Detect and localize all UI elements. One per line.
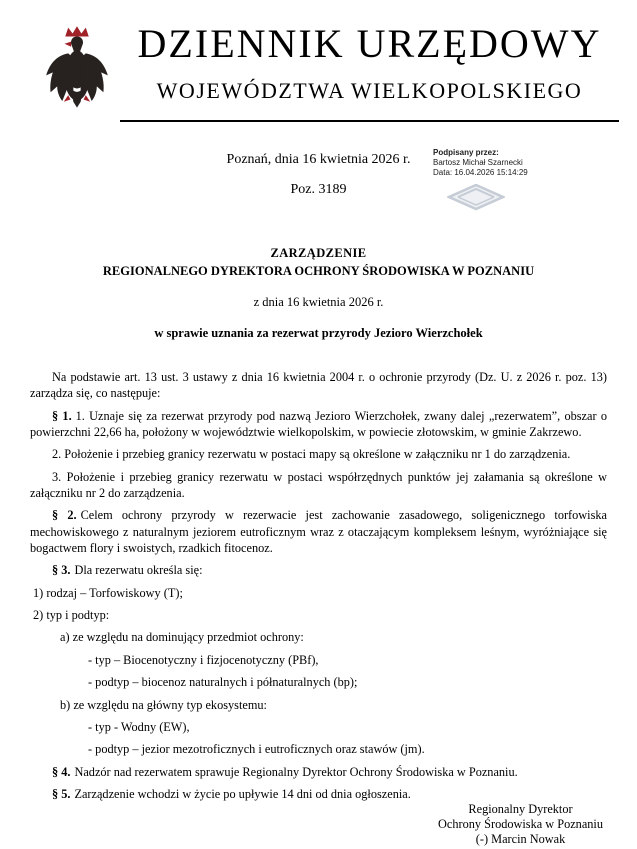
act-heading: [0, 246, 637, 341]
act-body: [0, 341, 637, 802]
masthead-divider: [120, 120, 619, 122]
journal-title: DZIENNIK URZĘDOWY: [137, 21, 602, 66]
masthead-titles: [120, 10, 619, 122]
list-item-rodzaj: [30, 585, 607, 601]
section-marker: § 2.: [52, 508, 77, 523]
paragraph-text: Na podstawie art. 13 ust. 3 ustawy z dnia 16 kwietnia 2004 r. o ochronie przyrody (Dz. U. z 2026 r. poz. 13) zarządza się, co następuje:: [30, 370, 607, 401]
journal-subtitle: WOJEWÓDZTWA WIELKOPOLSKIEGO: [156, 78, 583, 103]
signatory-title-line2: Ochrony Środowiska w Poznaniu: [438, 817, 603, 831]
paragraph-s3: [30, 562, 607, 578]
meta-row: [0, 148, 637, 218]
list-item-typ-podtyp: [30, 607, 607, 623]
polish-eagle-emblem-icon: [44, 10, 110, 126]
list-item-a-typ: [30, 652, 607, 668]
position-number: Poz. 3189: [290, 182, 347, 197]
paragraph-text: a) ze względu na dominujący przedmiot ochrony:: [60, 630, 304, 645]
paragraph-text: Nadzór nad rezerwatem sprawuje Regionalny Dyrektor Ochrony Środowiska w Poznaniu.: [74, 764, 518, 779]
place-date: Poznań, dnia 16 kwietnia 2026 r.: [226, 152, 411, 167]
paragraph-text: 2. Położenie i przebieg granicy rezerwatu w postaci mapy są określone w załączniku nr 1 do zarządzenia.: [52, 447, 571, 462]
list-item-b-typ: [30, 719, 607, 735]
seal-icon: [447, 184, 505, 211]
paragraph-text: - podtyp – jezior mezotroficznych i eutroficznych oraz stawów (jm).: [88, 742, 425, 757]
list-item-a: [30, 629, 607, 645]
act-date: z dnia 16 kwietnia 2026 r.: [253, 295, 384, 309]
signatory-name: (-) Marcin Nowak: [475, 832, 566, 846]
stamp-signer-name: Bartosz Michał Szarnecki: [433, 158, 523, 167]
section-marker: § 5.: [52, 786, 71, 801]
paragraph-text: Celem ochrony przyrody w rezerwacie jest zachowanie zasadowego, soligenicznego torfowiska mechowiskowego z naturalnym jeziorem eutroficznym wraz z otaczającym kompleksem leśnym, wyróżniające się bogactwem flory i swoistych, rzadkich fitocenoz.: [30, 508, 607, 556]
act-type: ZARZĄDZENIE: [270, 246, 367, 260]
journal-masthead: [0, 0, 637, 126]
list-item-b: [30, 697, 607, 713]
paragraph-s4: [30, 764, 607, 780]
paragraph-text: - podtyp – biocenoz naturalnych i półnaturalnych (bp);: [88, 675, 358, 690]
paragraph-s1: [30, 408, 607, 441]
paragraph-text: 1. Uznaje się za rezerwat przyrody pod nazwą Jezioro Wierzchołek, zwany dalej „rezerwatem”, obszar o powierzchni 22,66 ha, położony w województwie wielkopolskim, w powiecie złotowskim, w gminie Zakrzewo.: [30, 408, 607, 440]
paragraph-text: 3. Położenie i przebieg granicy rezerwatu w postaci współrzędnych punktów jej załamania są określone w załączniku nr 2 do zarządzenia.: [30, 469, 607, 501]
digital-signature-stamp: [433, 148, 563, 214]
paragraph-s2: [30, 507, 607, 556]
section-marker: § 3.: [52, 563, 71, 578]
signature-block: [438, 802, 603, 847]
section-marker: § 1.: [52, 408, 72, 423]
act-issuer: REGIONALNEGO DYREKTORA OCHRONY ŚRODOWISKA W POZNANIU: [102, 264, 535, 278]
list-item-b-podtyp: [30, 741, 607, 757]
paragraph-text: 1) rodzaj – Torfowiskowy (T);: [33, 585, 183, 600]
section-marker: § 4.: [52, 764, 71, 779]
act-subject: w sprawie uznania za rezerwat przyrody Jezioro Wierzchołek: [154, 326, 483, 340]
signatory-title-line1: Regionalny Dyrektor: [468, 802, 573, 816]
paragraph-text: - typ – Biocenotyczny i fizjocenotyczny (PBf),: [88, 652, 319, 667]
paragraph-text: - typ - Wodny (EW),: [88, 719, 190, 734]
signed-by-label: Podpisany przez:: [433, 148, 499, 157]
paragraph-text: Zarządzenie wchodzi w życie po upływie 14 dni od dnia ogłoszenia.: [74, 786, 411, 801]
preamble-paragraph: [30, 369, 607, 402]
paragraph-s1-ust3: [30, 469, 607, 502]
paragraph-text: 2) typ i podtyp:: [33, 608, 110, 623]
paragraph-text: Dla rezerwatu określa się:: [74, 563, 203, 578]
paragraph-s5: [30, 786, 607, 802]
paragraph-s1-ust2: [30, 446, 607, 462]
stamp-signature-date: Data: 16.04.2026 15:14:29: [433, 168, 528, 177]
paragraph-text: b) ze względu na główny typ ekosystemu:: [60, 697, 267, 712]
list-item-a-podtyp: [30, 674, 607, 690]
